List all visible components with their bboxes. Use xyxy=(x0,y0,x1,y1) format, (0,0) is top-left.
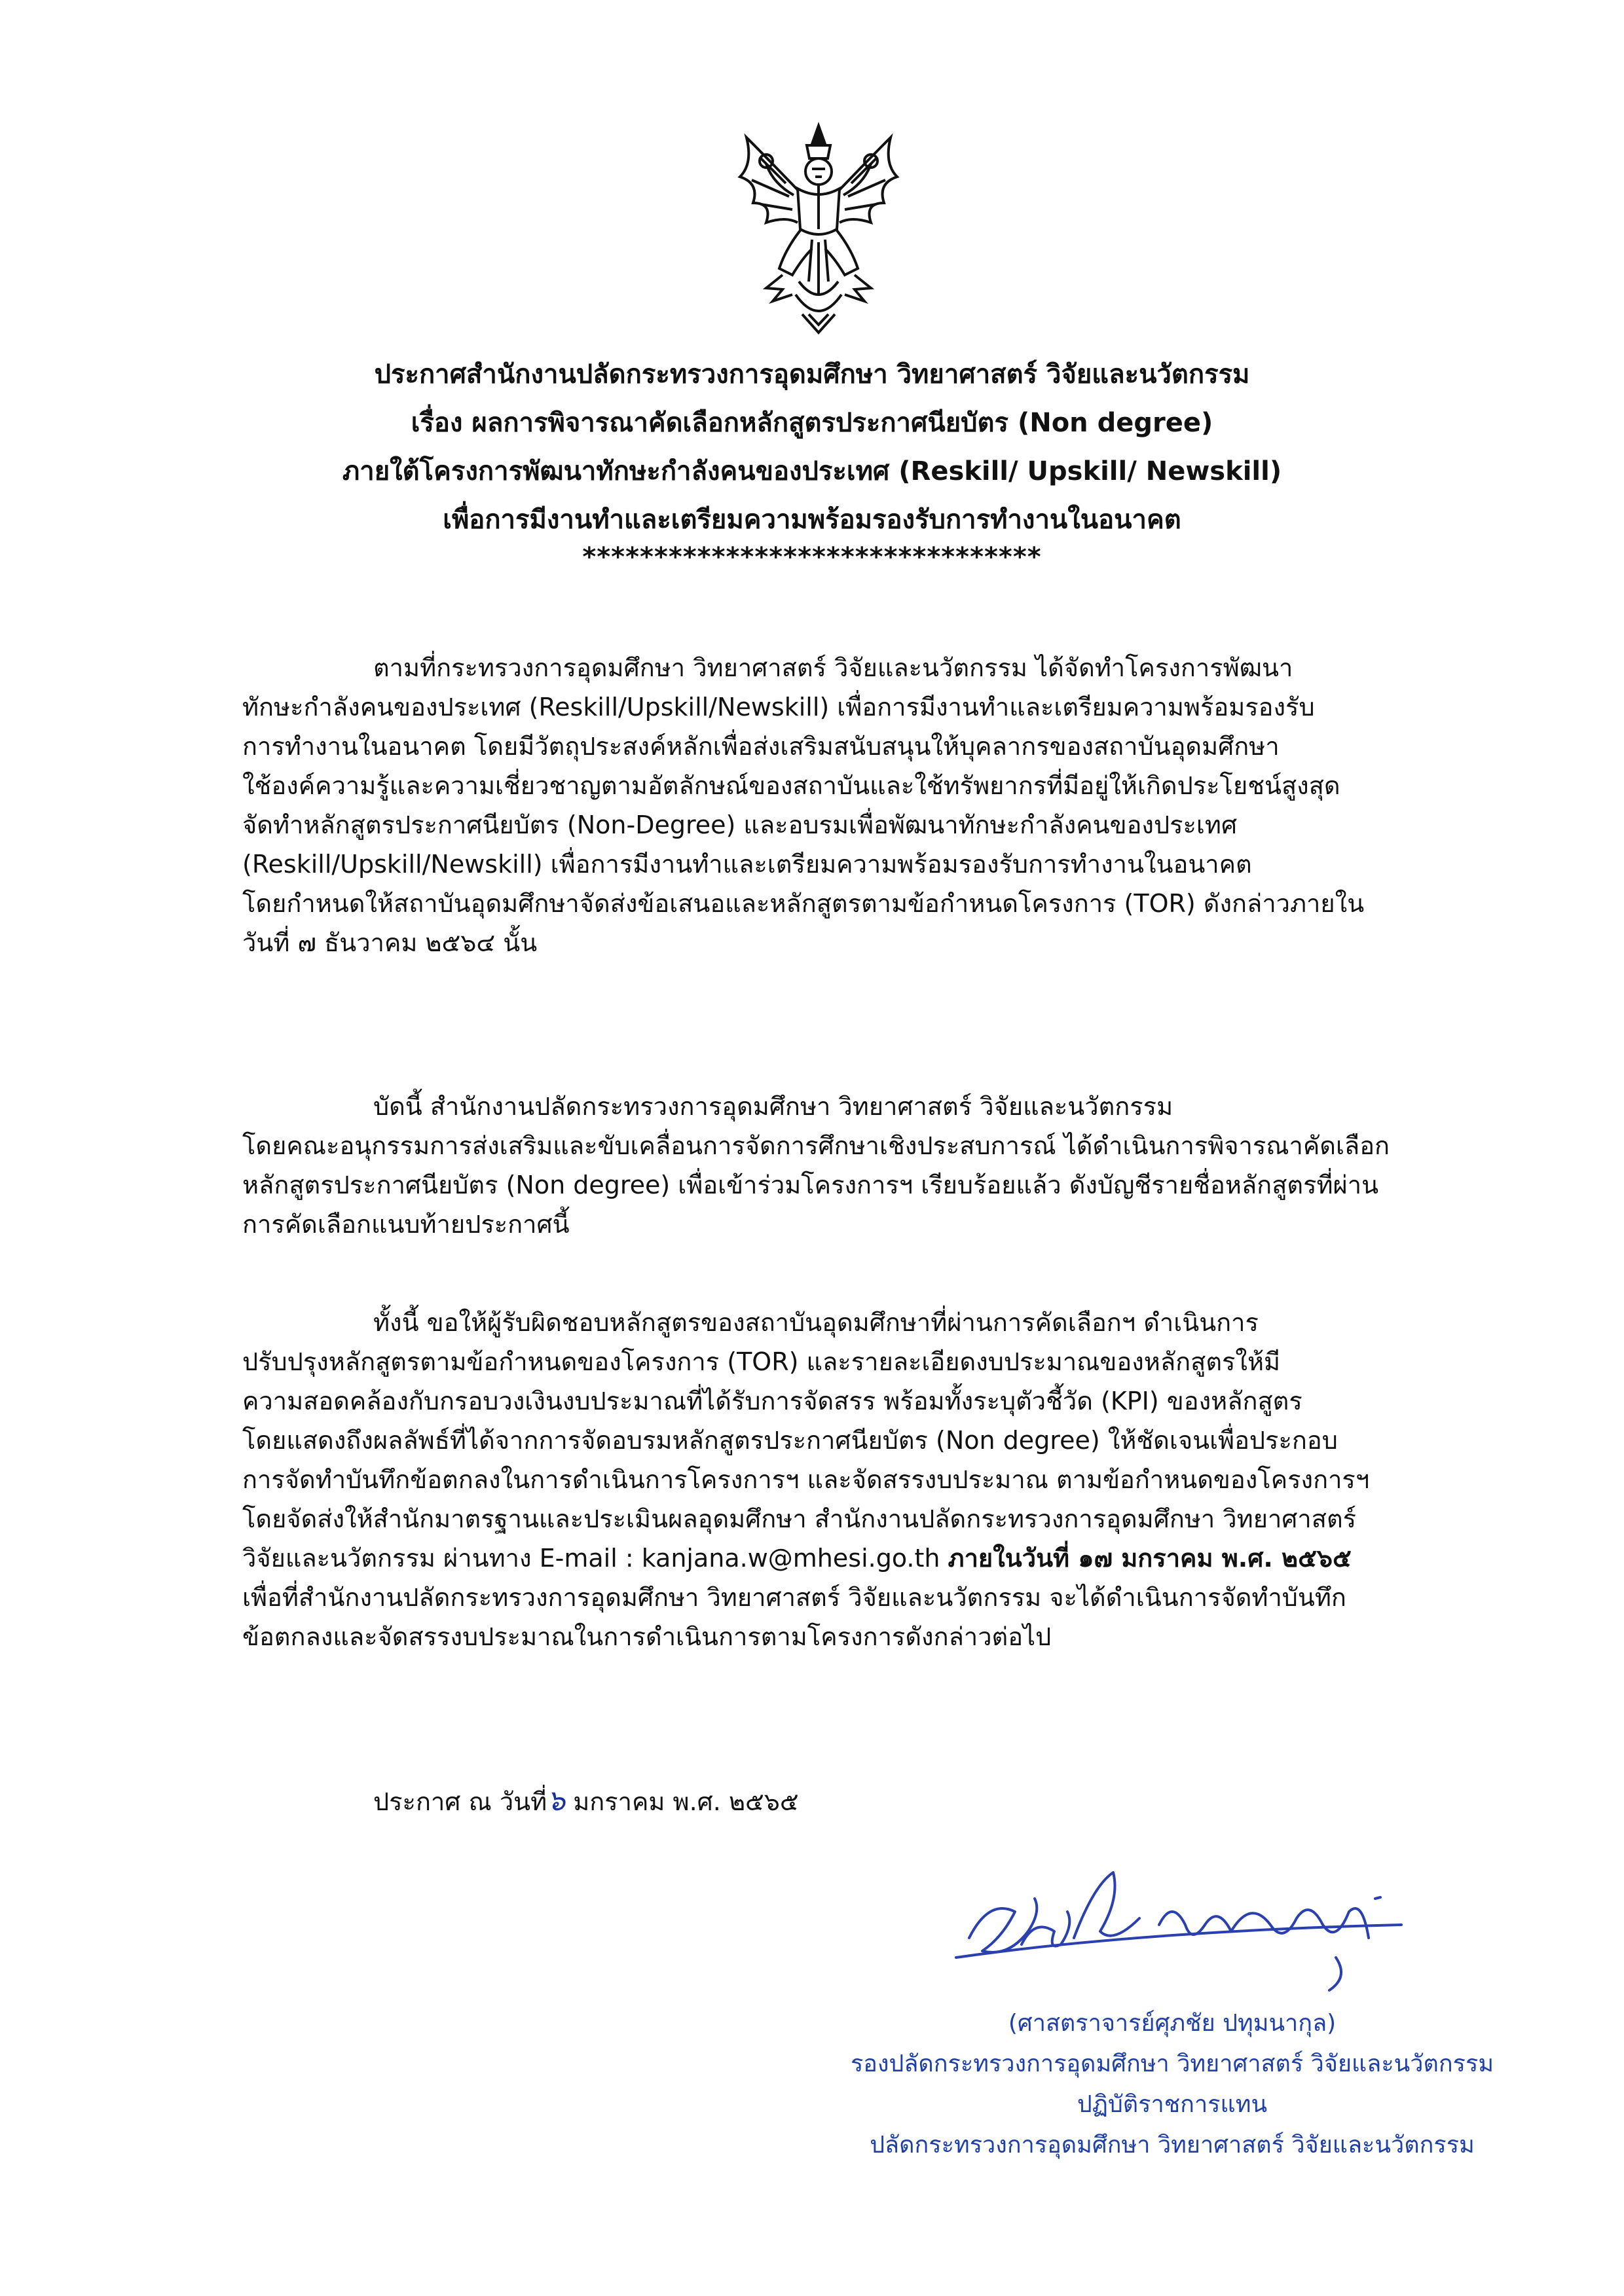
paragraph-line: ข้อตกลงและจัดสรรงบประมาณในการดำเนินการตามโครงการดังกล่าวต่อไป xyxy=(242,1622,1052,1651)
paragraph-line: การจัดทำบันทึกข้อตกลงในการดำเนินการโครงการฯ และจัดสรรงบประมาณ ตามข้อกำหนดของโครงการฯ xyxy=(242,1465,1370,1494)
paragraph-line: ใช้องค์ความรู้และความเชี่ยวชาญตามอัตลักษณ์ของสถาบันและใช้ทรัพยากรที่มีอยู่ให้เกิดประโยชน์สูงสุด xyxy=(242,771,1340,800)
paragraph-line: หลักสูตรประกาศนียบัตร (Non degree) เพื่อเข้าร่วมโครงการฯ เรียบร้อยแล้ว ดังบัญชีรายชื่อหลักสูตรที่ผ่าน xyxy=(242,1171,1379,1199)
email-line-text: วิจัยและนวัตกรรม ผ่านทาง E-mail : kanjana.w@mhesi.go.th xyxy=(242,1544,948,1573)
date-day-handwritten: ๖ xyxy=(547,1784,566,1817)
paragraph-background xyxy=(242,648,1428,962)
heading-separator: ******************************** xyxy=(582,542,1042,572)
paragraph-line: วันที่ ๗ ธันวาคม ๒๕๖๔ นั้น xyxy=(242,928,538,957)
paragraph-line: ตามที่กระทรวงการอุดมศึกษา วิทยาศาสตร์ วิจัยและนวัตกรรม ได้จัดทำโครงการพัฒนา xyxy=(373,653,1293,682)
signature-image xyxy=(943,1859,1414,2010)
signer-on-behalf-of: ปลัดกระทรวงการอุดมศึกษา วิทยาศาสตร์ วิจัยและนวัตกรรม xyxy=(870,2132,1475,2159)
paragraph-line: (Reskill/Upskill/Newskill) เพื่อการมีงานทำและเตรียมความพร้อมรองรับการทำงานในอนาคต xyxy=(242,850,1252,879)
paragraph-line: โดยคณะอนุกรรมการส่งเสริมและขับเคลื่อนการจัดการศึกษาเชิงประสบการณ์ ได้ดำเนินการพิจารณาคัดเลือก xyxy=(242,1131,1390,1160)
announcement-heading xyxy=(196,350,1428,570)
paragraph-line: การทำงานในอนาคต โดยมีวัตถุประสงค์หลักเพื่อส่งเสริมสนับสนุนให้บุคลากรของสถาบันอุดมศึกษา xyxy=(242,732,1280,761)
paragraph-line: เพื่อที่สำนักงานปลัดกระทรวงการอุดมศึกษา วิทยาศาสตร์ วิจัยและนวัตกรรม จะได้ดำเนินการจัดทำบันทึก xyxy=(242,1583,1346,1612)
date-suffix: มกราคม พ.ศ. ๒๕๖๕ xyxy=(565,1787,799,1816)
paragraph-line: จัดทำหลักสูตรประกาศนียบัตร (Non-Degree) และอบรมเพื่อพัฒนาทักษะกำลังคนของประเทศ xyxy=(242,811,1238,839)
garuda-emblem-icon xyxy=(720,118,917,337)
paragraph-line: โดยจัดส่งให้สำนักมาตรฐานและประเมินผลอุดมศึกษา สำนักงานปลัดกระทรวงการอุดมศึกษา วิทยาศาสตร์ xyxy=(242,1504,1357,1533)
deadline-text: ภายในวันที่ ๑๗ มกราคม พ.ศ. ๒๕๖๕ xyxy=(948,1544,1352,1573)
heading-line-2: เรื่อง ผลการพิจารณาคัดเลือกหลักสูตรประกาศนียบัตร (Non degree) xyxy=(411,408,1213,438)
paragraph-line: โดยแสดงถึงผลลัพธ์ที่ได้จากการจัดอบรมหลักสูตรประกาศนียบัตร (Non degree) ให้ชัดเจนเพื่อประกอบ xyxy=(242,1426,1338,1455)
heading-line-3: ภายใต้โครงการพัฒนาทักษะกำลังคนของประเทศ (Reskill/ Upskill/ Newskill) xyxy=(342,456,1282,486)
announcement-date xyxy=(373,1777,799,1823)
paragraph-line: ทักษะกำลังคนของประเทศ (Reskill/Upskill/Newskill) เพื่อการมีงานทำและเตรียมความพร้อมรองรับ xyxy=(242,693,1315,721)
paragraph-instructions xyxy=(242,1303,1428,1656)
paragraph-line: การคัดเลือกแนบท้ายประกาศนี้ xyxy=(242,1210,570,1239)
paragraph-line: บัดนี้ สำนักงานปลัดกระทรวงการอุดมศึกษา วิทยาศาสตร์ วิจัยและนวัตกรรม xyxy=(373,1092,1173,1121)
paragraph-line: ปรับปรุงหลักสูตรตามข้อกำหนดของโครงการ (TOR) และรายละเอียดงบประมาณของหลักสูตรให้มี xyxy=(242,1347,1281,1376)
paragraph-line: ความสอดคล้องกับกรอบวงเงินงบประมาณที่ได้รับการจัดสรร พร้อมทั้งระบุตัวชี้วัด (KPI) ของหลักสูตร xyxy=(242,1387,1302,1415)
signer-acting-note: ปฏิบัติราชการแทน xyxy=(1077,2091,1268,2118)
paragraph-line: โดยกำหนดให้สถาบันอุดมศึกษาจัดส่งข้อเสนอและหลักสูตรตามข้อกำหนดโครงการ (TOR) ดังกล่าวภายใน xyxy=(242,889,1365,918)
signer-name: (ศาสตราจารย์ศุภชัย ปทุมนากุล) xyxy=(1008,2010,1337,2037)
heading-line-4: เพื่อการมีงานทำและเตรียมความพร้อมรองรับการทำงานในอนาคต xyxy=(443,505,1181,535)
heading-line-1: ประกาศสำนักงานปลัดกระทรวงการอุดมศึกษา วิทยาศาสตร์ วิจัยและนวัตกรรม xyxy=(374,359,1250,390)
paragraph-line: ทั้งนี้ ขอให้ผู้รับผิดชอบหลักสูตรของสถาบันอุดมศึกษาที่ผ่านการคัดเลือกฯ ดำเนินการ xyxy=(373,1308,1259,1337)
date-prefix: ประกาศ ณ วันที่ xyxy=(373,1787,547,1816)
paragraph-line-deadline xyxy=(242,1539,1428,1578)
paragraph-result xyxy=(242,1087,1428,1244)
signer-position: รองปลัดกระทรวงการอุดมศึกษา วิทยาศาสตร์ วิจัยและนวัตกรรม xyxy=(850,2050,1494,2077)
